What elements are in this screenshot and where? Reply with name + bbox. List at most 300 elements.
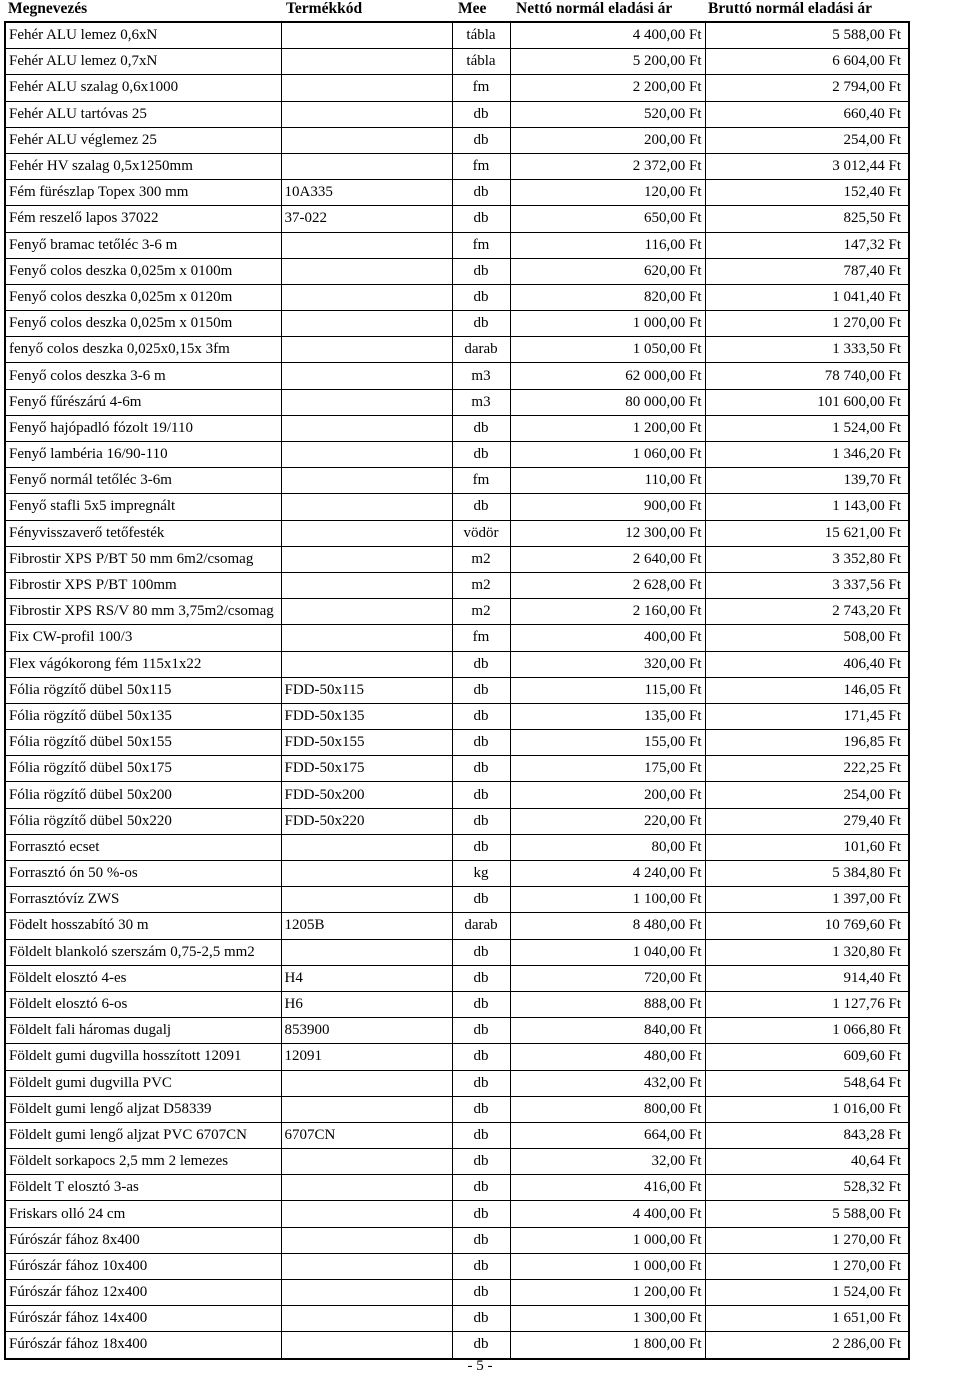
cell-code (281, 101, 452, 127)
cell-gross-price: 78 740,00 Ft (705, 363, 909, 389)
table-row (5, 1332, 909, 1359)
cell-unit: db (452, 756, 510, 782)
cell-code: 1205B (281, 913, 452, 939)
header-unit: Mee (458, 0, 487, 17)
cell-net-price: 2 628,00 Ft (510, 572, 705, 598)
cell-unit: db (452, 180, 510, 206)
cell-unit: db (452, 1070, 510, 1096)
cell-unit: db (452, 1044, 510, 1070)
cell-gross-price: 3 337,56 Ft (705, 572, 909, 598)
header-code: Termékkód (286, 0, 363, 17)
cell-net-price: 12 300,00 Ft (510, 520, 705, 546)
table-row (5, 572, 909, 598)
cell-name: Földelt fali háromas dugalj (5, 1018, 281, 1044)
cell-code (281, 1175, 452, 1201)
cell-unit: darab (452, 913, 510, 939)
cell-gross-price: 3 352,80 Ft (705, 546, 909, 572)
cell-gross-price: 254,00 Ft (705, 127, 909, 153)
cell-code (281, 311, 452, 337)
cell-name: Fehér HV szalag 0,5x1250mm (5, 153, 281, 179)
cell-gross-price: 254,00 Ft (705, 782, 909, 808)
table-row (5, 206, 909, 232)
table-row (5, 703, 909, 729)
cell-net-price: 2 640,00 Ft (510, 546, 705, 572)
cell-code: FDD-50x155 (281, 730, 452, 756)
cell-gross-price: 1 397,00 Ft (705, 887, 909, 913)
cell-gross-price: 1 270,00 Ft (705, 1227, 909, 1253)
cell-net-price: 155,00 Ft (510, 730, 705, 756)
table-row (5, 861, 909, 887)
cell-code (281, 1201, 452, 1227)
cell-net-price: 480,00 Ft (510, 1044, 705, 1070)
table-row (5, 991, 909, 1017)
cell-unit: db (452, 651, 510, 677)
cell-unit: darab (452, 337, 510, 363)
cell-name: Földelt T elosztó 3-as (5, 1175, 281, 1201)
cell-code: 10A335 (281, 180, 452, 206)
table-row (5, 730, 909, 756)
cell-net-price: 135,00 Ft (510, 703, 705, 729)
cell-code (281, 572, 452, 598)
cell-net-price: 8 480,00 Ft (510, 913, 705, 939)
table-row (5, 1253, 909, 1279)
cell-unit: fm (452, 75, 510, 101)
cell-gross-price: 101,60 Ft (705, 834, 909, 860)
cell-net-price: 1 060,00 Ft (510, 442, 705, 468)
cell-unit: db (452, 494, 510, 520)
cell-unit: db (452, 677, 510, 703)
cell-unit: db (452, 1306, 510, 1332)
cell-gross-price: 222,25 Ft (705, 756, 909, 782)
cell-name: Földelt gumi lengő aljzat D58339 (5, 1096, 281, 1122)
cell-gross-price: 2 794,00 Ft (705, 75, 909, 101)
cell-net-price: 80,00 Ft (510, 834, 705, 860)
table-row (5, 127, 909, 153)
cell-gross-price: 528,32 Ft (705, 1175, 909, 1201)
table-row (5, 1201, 909, 1227)
cell-unit: db (452, 782, 510, 808)
cell-code: H6 (281, 991, 452, 1017)
table-row (5, 49, 909, 75)
cell-name: Forrasztó ecset (5, 834, 281, 860)
table-row (5, 389, 909, 415)
cell-code (281, 1227, 452, 1253)
table-row (5, 337, 909, 363)
cell-net-price: 220,00 Ft (510, 808, 705, 834)
cell-gross-price: 139,70 Ft (705, 468, 909, 494)
header-name: Megnevezés (8, 0, 88, 17)
table-row (5, 232, 909, 258)
cell-unit: db (452, 703, 510, 729)
cell-net-price: 4 400,00 Ft (510, 1201, 705, 1227)
cell-net-price: 432,00 Ft (510, 1070, 705, 1096)
cell-code (281, 442, 452, 468)
header-gross-price: Bruttó normál eladási ár (708, 0, 873, 17)
cell-gross-price: 6 604,00 Ft (705, 49, 909, 75)
cell-code (281, 834, 452, 860)
cell-name: Fibrostir XPS P/BT 100mm (5, 572, 281, 598)
cell-name: Forrasztó ón 50 %-os (5, 861, 281, 887)
cell-name: Földelt elosztó 4-es (5, 965, 281, 991)
cell-code (281, 939, 452, 965)
cell-code (281, 494, 452, 520)
cell-gross-price: 1 270,00 Ft (705, 1253, 909, 1279)
table-row (5, 677, 909, 703)
table-row (5, 1018, 909, 1044)
cell-gross-price: 1 524,00 Ft (705, 1280, 909, 1306)
cell-code: 37-022 (281, 206, 452, 232)
cell-gross-price: 843,28 Ft (705, 1122, 909, 1148)
cell-name: Fix CW-profil 100/3 (5, 625, 281, 651)
cell-gross-price: 1 041,40 Ft (705, 284, 909, 310)
cell-gross-price: 1 066,80 Ft (705, 1018, 909, 1044)
cell-net-price: 900,00 Ft (510, 494, 705, 520)
cell-net-price: 1 000,00 Ft (510, 311, 705, 337)
cell-gross-price: 1 524,00 Ft (705, 415, 909, 441)
cell-unit: db (452, 808, 510, 834)
cell-name: Fehér ALU szalag 0,6x1000 (5, 75, 281, 101)
cell-net-price: 840,00 Ft (510, 1018, 705, 1044)
cell-gross-price: 279,40 Ft (705, 808, 909, 834)
cell-code (281, 468, 452, 494)
cell-net-price: 620,00 Ft (510, 258, 705, 284)
cell-code (281, 1096, 452, 1122)
table-row (5, 468, 909, 494)
cell-gross-price: 152,40 Ft (705, 180, 909, 206)
table-row (5, 494, 909, 520)
cell-net-price: 200,00 Ft (510, 782, 705, 808)
cell-code (281, 1280, 452, 1306)
cell-name: Fém fürészlap Topex 300 mm (5, 180, 281, 206)
cell-unit: db (452, 1253, 510, 1279)
table-row (5, 1044, 909, 1070)
cell-net-price: 664,00 Ft (510, 1122, 705, 1148)
cell-net-price: 1 100,00 Ft (510, 887, 705, 913)
table-row (5, 520, 909, 546)
table-row (5, 887, 909, 913)
cell-code: 853900 (281, 1018, 452, 1044)
table-row (5, 939, 909, 965)
cell-unit: fm (452, 625, 510, 651)
cell-unit: db (452, 730, 510, 756)
cell-code (281, 1306, 452, 1332)
cell-name: Fólia rögzítő dübel 50x200 (5, 782, 281, 808)
cell-gross-price: 196,85 Ft (705, 730, 909, 756)
cell-net-price: 4 400,00 Ft (510, 22, 705, 49)
cell-unit: m3 (452, 389, 510, 415)
cell-gross-price: 1 333,50 Ft (705, 337, 909, 363)
cell-gross-price: 101 600,00 Ft (705, 389, 909, 415)
cell-net-price: 1 040,00 Ft (510, 939, 705, 965)
cell-gross-price: 1 270,00 Ft (705, 311, 909, 337)
cell-name: Fenyő normál tetőléc 3-6m (5, 468, 281, 494)
cell-code (281, 520, 452, 546)
cell-code (281, 599, 452, 625)
table-row (5, 1306, 909, 1332)
cell-unit: db (452, 442, 510, 468)
table-row (5, 1122, 909, 1148)
cell-gross-price: 1 651,00 Ft (705, 1306, 909, 1332)
cell-code (281, 49, 452, 75)
cell-code (281, 75, 452, 101)
cell-code (281, 232, 452, 258)
cell-name: Friskars olló 24 cm (5, 1201, 281, 1227)
cell-net-price: 175,00 Ft (510, 756, 705, 782)
cell-unit: db (452, 415, 510, 441)
cell-name: Fehér ALU lemez 0,6xN (5, 22, 281, 49)
cell-name: Fúrószár fához 18x400 (5, 1332, 281, 1359)
cell-name: Fehér ALU tartóvas 25 (5, 101, 281, 127)
cell-code: FDD-50x135 (281, 703, 452, 729)
cell-name: Fólia rögzítő dübel 50x115 (5, 677, 281, 703)
cell-gross-price: 147,32 Ft (705, 232, 909, 258)
cell-gross-price: 825,50 Ft (705, 206, 909, 232)
cell-unit: db (452, 284, 510, 310)
cell-code: H4 (281, 965, 452, 991)
cell-net-price: 110,00 Ft (510, 468, 705, 494)
cell-net-price: 2 372,00 Ft (510, 153, 705, 179)
table-row (5, 651, 909, 677)
price-table (4, 21, 910, 1360)
cell-gross-price: 1 320,80 Ft (705, 939, 909, 965)
cell-net-price: 800,00 Ft (510, 1096, 705, 1122)
cell-net-price: 2 200,00 Ft (510, 75, 705, 101)
cell-code: FDD-50x115 (281, 677, 452, 703)
cell-code (281, 415, 452, 441)
cell-code (281, 1070, 452, 1096)
cell-net-price: 650,00 Ft (510, 206, 705, 232)
cell-name: Fibrostir XPS P/BT 50 mm 6m2/csomag (5, 546, 281, 572)
table-row (5, 311, 909, 337)
table-row (5, 1149, 909, 1175)
cell-name: Fúrószár fához 10x400 (5, 1253, 281, 1279)
cell-net-price: 1 050,00 Ft (510, 337, 705, 363)
cell-unit: tábla (452, 22, 510, 49)
table-row (5, 180, 909, 206)
cell-gross-price: 5 588,00 Ft (705, 1201, 909, 1227)
table-row (5, 834, 909, 860)
cell-name: Fenyő colos deszka 0,025m x 0120m (5, 284, 281, 310)
table-row (5, 599, 909, 625)
cell-net-price: 32,00 Ft (510, 1149, 705, 1175)
cell-unit: db (452, 939, 510, 965)
cell-net-price: 1 300,00 Ft (510, 1306, 705, 1332)
cell-unit: db (452, 1201, 510, 1227)
cell-gross-price: 2 743,20 Ft (705, 599, 909, 625)
cell-gross-price: 15 621,00 Ft (705, 520, 909, 546)
cell-gross-price: 787,40 Ft (705, 258, 909, 284)
cell-name: Fúrószár fához 12x400 (5, 1280, 281, 1306)
cell-code (281, 389, 452, 415)
cell-net-price: 120,00 Ft (510, 180, 705, 206)
cell-code (281, 363, 452, 389)
cell-unit: db (452, 965, 510, 991)
cell-name: Fólia rögzítő dübel 50x175 (5, 756, 281, 782)
table-row (5, 75, 909, 101)
cell-gross-price: 2 286,00 Ft (705, 1332, 909, 1359)
table-row (5, 1175, 909, 1201)
table-row (5, 782, 909, 808)
cell-unit: tábla (452, 49, 510, 75)
cell-gross-price: 5 384,80 Ft (705, 861, 909, 887)
table-row (5, 1280, 909, 1306)
cell-code (281, 651, 452, 677)
cell-code (281, 546, 452, 572)
cell-net-price: 820,00 Ft (510, 284, 705, 310)
cell-gross-price: 508,00 Ft (705, 625, 909, 651)
cell-net-price: 116,00 Ft (510, 232, 705, 258)
cell-name: fenyő colos deszka 0,025x0,15x 3fm (5, 337, 281, 363)
cell-net-price: 1 200,00 Ft (510, 415, 705, 441)
cell-unit: db (452, 1149, 510, 1175)
cell-net-price: 5 200,00 Ft (510, 49, 705, 75)
cell-net-price: 1 000,00 Ft (510, 1227, 705, 1253)
cell-unit: kg (452, 861, 510, 887)
cell-net-price: 80 000,00 Ft (510, 389, 705, 415)
cell-gross-price: 406,40 Ft (705, 651, 909, 677)
table-row (5, 965, 909, 991)
table-row (5, 1070, 909, 1096)
cell-code (281, 887, 452, 913)
cell-name: Földelt gumi lengő aljzat PVC 6707CN (5, 1122, 281, 1148)
table-header (4, 0, 904, 20)
cell-net-price: 2 160,00 Ft (510, 599, 705, 625)
cell-name: Földelt elosztó 6-os (5, 991, 281, 1017)
cell-unit: db (452, 101, 510, 127)
cell-gross-price: 40,64 Ft (705, 1149, 909, 1175)
cell-code (281, 284, 452, 310)
cell-name: Fúrószár fához 8x400 (5, 1227, 281, 1253)
cell-code (281, 1332, 452, 1359)
cell-name: Fenyő stafli 5x5 impregnált (5, 494, 281, 520)
cell-unit: m2 (452, 546, 510, 572)
cell-net-price: 720,00 Ft (510, 965, 705, 991)
cell-net-price: 320,00 Ft (510, 651, 705, 677)
cell-code: FDD-50x175 (281, 756, 452, 782)
table-row (5, 808, 909, 834)
cell-name: Földelt gumi dugvilla PVC (5, 1070, 281, 1096)
cell-gross-price: 660,40 Ft (705, 101, 909, 127)
cell-unit: vödör (452, 520, 510, 546)
cell-name: Fehér ALU lemez 0,7xN (5, 49, 281, 75)
cell-unit: db (452, 1175, 510, 1201)
cell-gross-price: 5 588,00 Ft (705, 22, 909, 49)
cell-name: Fúrószár fához 14x400 (5, 1306, 281, 1332)
cell-unit: db (452, 1096, 510, 1122)
cell-unit: db (452, 1018, 510, 1044)
cell-net-price: 200,00 Ft (510, 127, 705, 153)
cell-name: Fényvisszaverő tetőfesték (5, 520, 281, 546)
cell-unit: fm (452, 232, 510, 258)
cell-code (281, 1149, 452, 1175)
table-row (5, 756, 909, 782)
header-net-price: Nettó normál eladási ár (516, 0, 673, 17)
cell-name: Födelt hosszabító 30 m (5, 913, 281, 939)
table-row (5, 415, 909, 441)
cell-code (281, 625, 452, 651)
cell-gross-price: 146,05 Ft (705, 677, 909, 703)
cell-net-price: 400,00 Ft (510, 625, 705, 651)
cell-name: Fenyő bramac tetőléc 3-6 m (5, 232, 281, 258)
table-row (5, 284, 909, 310)
cell-code: 12091 (281, 1044, 452, 1070)
cell-code (281, 861, 452, 887)
cell-unit: db (452, 1227, 510, 1253)
cell-gross-price: 171,45 Ft (705, 703, 909, 729)
cell-gross-price: 1 346,20 Ft (705, 442, 909, 468)
cell-unit: fm (452, 468, 510, 494)
cell-gross-price: 609,60 Ft (705, 1044, 909, 1070)
table-row (5, 363, 909, 389)
cell-code: FDD-50x220 (281, 808, 452, 834)
cell-name: Fenyő colos deszka 0,025m x 0150m (5, 311, 281, 337)
cell-gross-price: 1 016,00 Ft (705, 1096, 909, 1122)
cell-net-price: 115,00 Ft (510, 677, 705, 703)
cell-gross-price: 548,64 Ft (705, 1070, 909, 1096)
cell-unit: db (452, 1280, 510, 1306)
table-row (5, 22, 909, 49)
cell-gross-price: 10 769,60 Ft (705, 913, 909, 939)
cell-gross-price: 3 012,44 Ft (705, 153, 909, 179)
cell-unit: db (452, 1122, 510, 1148)
cell-net-price: 1 000,00 Ft (510, 1253, 705, 1279)
cell-unit: m2 (452, 572, 510, 598)
cell-unit: db (452, 127, 510, 153)
cell-net-price: 416,00 Ft (510, 1175, 705, 1201)
cell-name: Fibrostir XPS RS/V 80 mm 3,75m2/csomag (5, 599, 281, 625)
cell-name: Flex vágókorong fém 115x1x22 (5, 651, 281, 677)
price-table-body (5, 22, 909, 1359)
cell-unit: db (452, 311, 510, 337)
cell-name: Fólia rögzítő dübel 50x155 (5, 730, 281, 756)
cell-name: Földelt gumi dugvilla hosszított 12091 (5, 1044, 281, 1070)
cell-unit: m3 (452, 363, 510, 389)
cell-code: FDD-50x200 (281, 782, 452, 808)
table-row (5, 442, 909, 468)
table-row (5, 153, 909, 179)
table-row (5, 625, 909, 651)
table-row (5, 1096, 909, 1122)
cell-code (281, 153, 452, 179)
cell-unit: m2 (452, 599, 510, 625)
cell-unit: db (452, 258, 510, 284)
cell-gross-price: 1 127,76 Ft (705, 991, 909, 1017)
table-row (5, 258, 909, 284)
cell-name: Fenyő fűrészárú 4-6m (5, 389, 281, 415)
cell-name: Fólia rögzítő dübel 50x135 (5, 703, 281, 729)
table-row (5, 101, 909, 127)
cell-unit: db (452, 206, 510, 232)
cell-code (281, 22, 452, 49)
cell-gross-price: 1 143,00 Ft (705, 494, 909, 520)
table-row (5, 1227, 909, 1253)
cell-code (281, 337, 452, 363)
table-row (5, 913, 909, 939)
cell-unit: fm (452, 153, 510, 179)
cell-name: Fenyő hajópadló fózolt 19/110 (5, 415, 281, 441)
cell-unit: db (452, 834, 510, 860)
cell-net-price: 888,00 Ft (510, 991, 705, 1017)
cell-net-price: 1 800,00 Ft (510, 1332, 705, 1359)
cell-name: Fenyő lambéria 16/90-110 (5, 442, 281, 468)
cell-gross-price: 914,40 Ft (705, 965, 909, 991)
page-number: - 5 - (467, 1358, 493, 1374)
cell-name: Földelt sorkapocs 2,5 mm 2 lemezes (5, 1149, 281, 1175)
cell-name: Fenyő colos deszka 3-6 m (5, 363, 281, 389)
cell-name: Fenyő colos deszka 0,025m x 0100m (5, 258, 281, 284)
cell-code: 6707CN (281, 1122, 452, 1148)
cell-name: Fólia rögzítő dübel 50x220 (5, 808, 281, 834)
